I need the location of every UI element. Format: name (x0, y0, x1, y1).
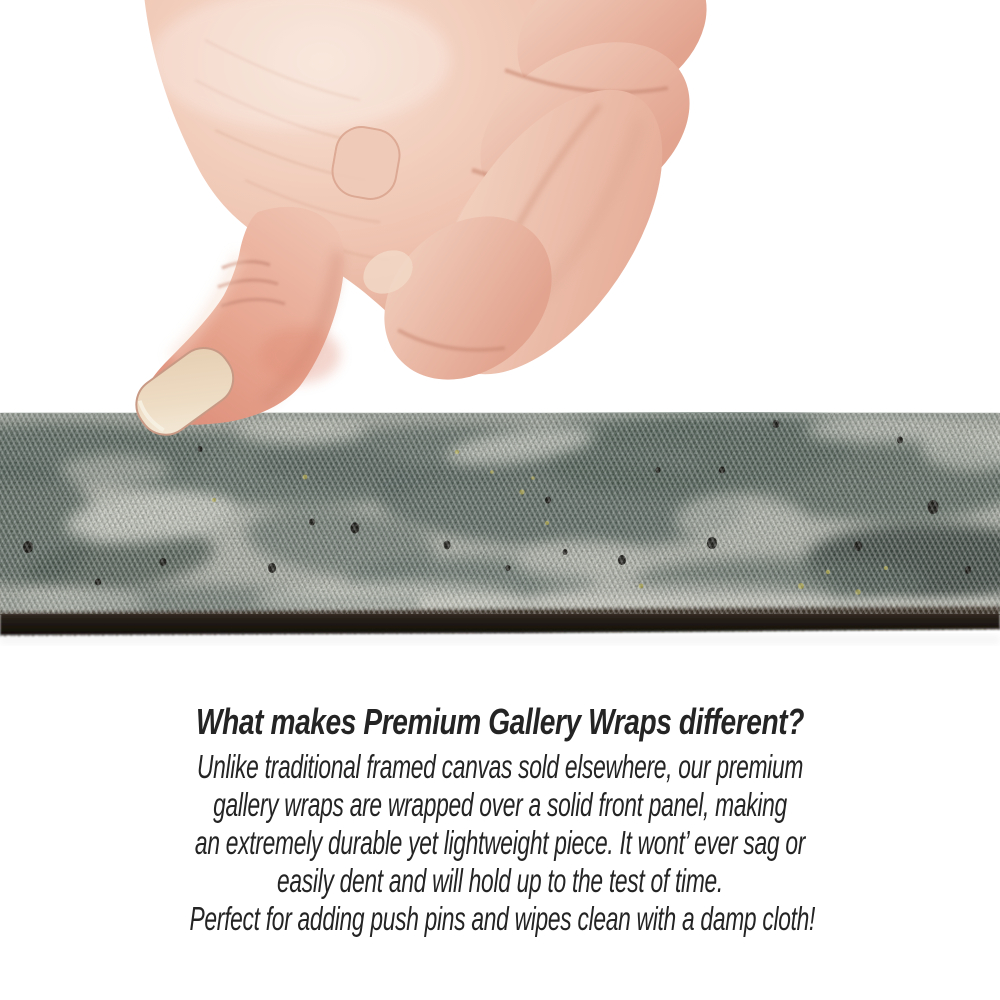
body-line-4: easily dent and will hold up to the test of time. (277, 862, 723, 899)
body-line-2: gallery wraps are wrapped over a solid front panel, making (213, 786, 787, 823)
body-line-1: Unlike traditional framed canvas sold elsewhere, our premium (196, 748, 804, 785)
body-line-3: an extremely durable yet lightweight piece. It wont’ ever sag or (194, 824, 806, 861)
body-line-5: Perfect for adding push pins and wipes clean with a damp cloth! (189, 900, 816, 937)
thumb (126, 207, 344, 446)
headline: What makes Premium Gallery Wraps different? (196, 701, 804, 742)
marketing-text (50, 700, 950, 938)
thumb-flush (260, 327, 340, 383)
